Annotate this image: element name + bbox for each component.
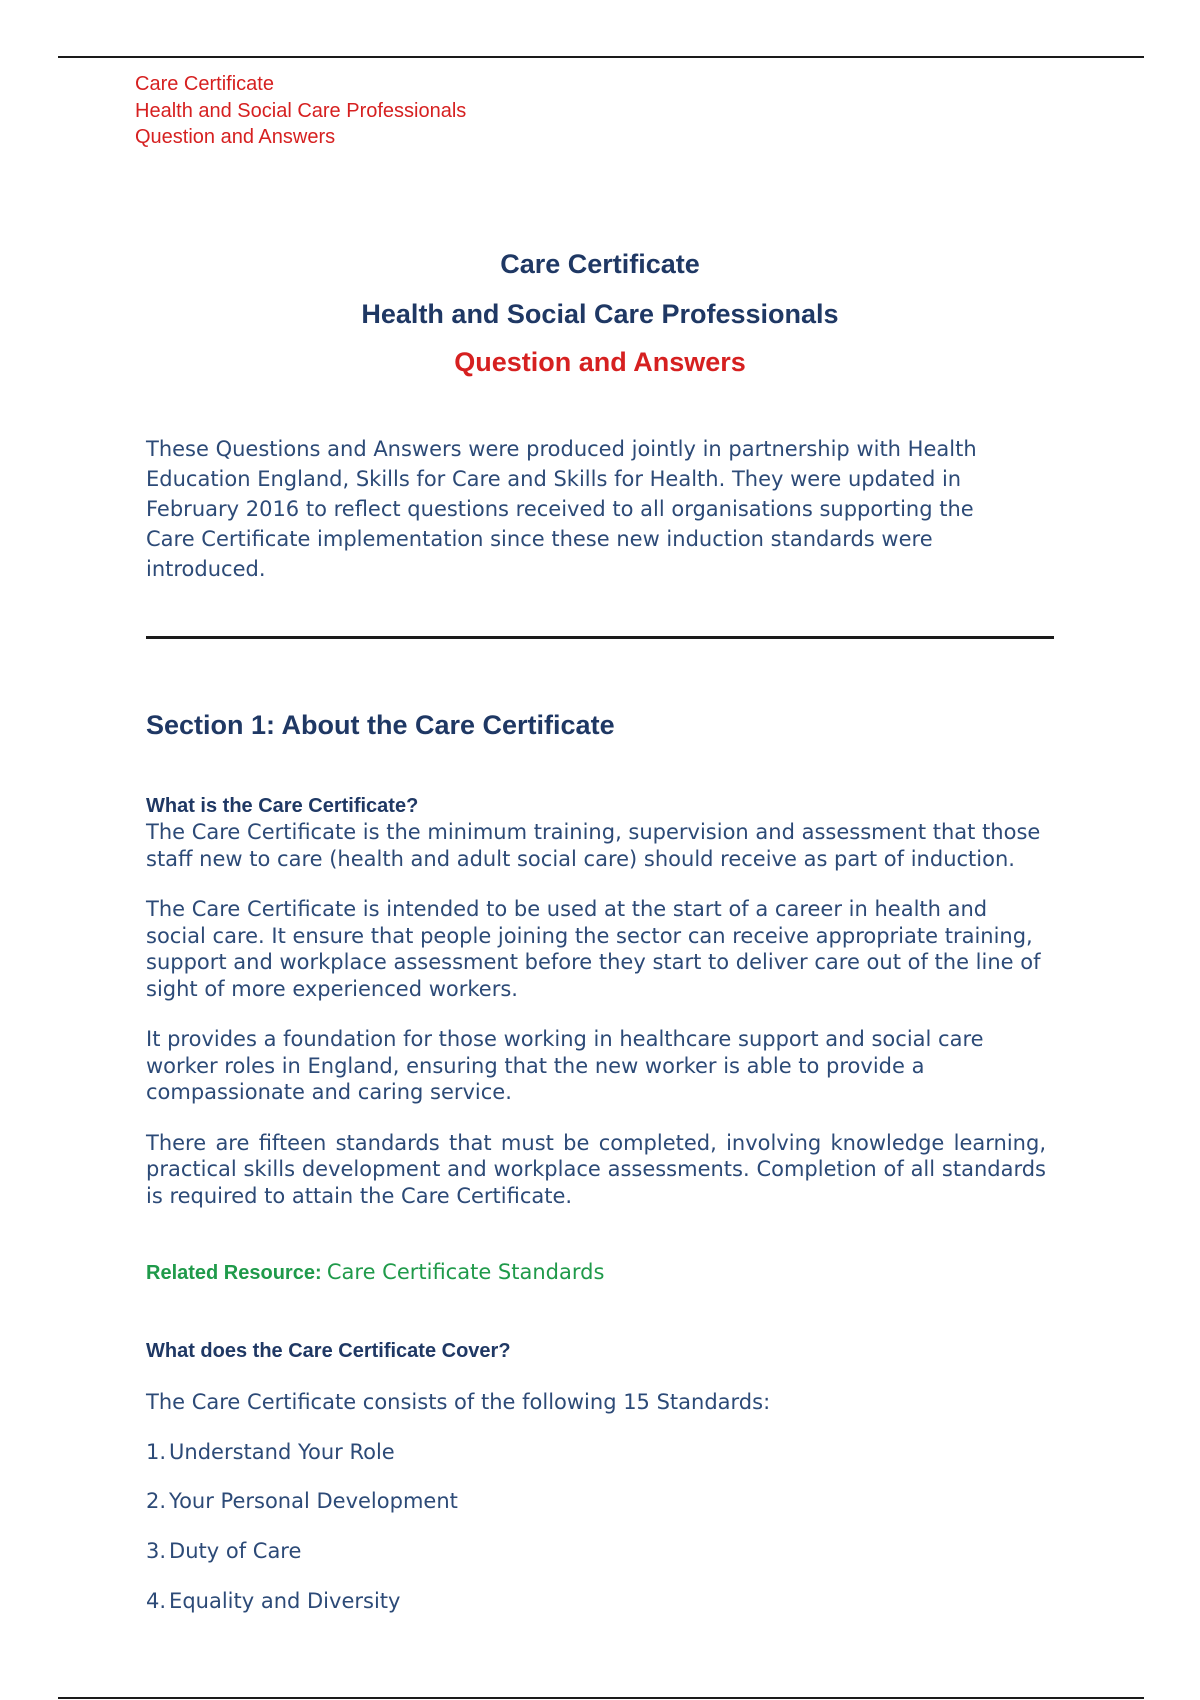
intro-line-4: Care Certificate implementation since these new induction standards were — [146, 527, 933, 551]
question-cover-block — [146, 1338, 1046, 1615]
bottom-rule — [58, 1697, 1144, 1699]
header-line-3: Question and Answers — [135, 126, 336, 148]
related-resource-link[interactable]: Care Certificate Standards — [326, 1260, 605, 1284]
answer-paragraph-4: There are fifteen standards that must be completed, involving knowledge learning, practical skills development and workplace assessments. Completion of all standards is required to attain the Care Certificate. — [146, 1130, 1046, 1208]
related-resource-label: Related Resource: — [146, 1262, 322, 1284]
list-item-label: Understand Your Role — [169, 1440, 395, 1464]
intro-paragraph — [146, 434, 1046, 584]
answer-paragraph-1: The Care Certificate is the minimum training, supervision and assessment that those staff new to care (health and adult social care) should receive as part of induction. — [146, 820, 1041, 871]
top-rule — [58, 56, 1144, 58]
section-divider — [146, 636, 1054, 639]
list-item-number: 1. — [146, 1440, 167, 1464]
intro-line-2: Education England, Skills for Care and Skills for Health. They were updated in — [146, 467, 962, 491]
answer-paragraph-2: The Care Certificate is intended to be used at the start of a career in health and social care. It ensure that people joining the sector can receive appropriate training, support and workplace assessment before they start to deliver care out of the line of sight of more experienced workers. — [146, 897, 1041, 1001]
related-resource — [146, 1258, 604, 1287]
list-item-number: 3. — [146, 1539, 167, 1563]
list-item-label: Duty of Care — [169, 1539, 302, 1563]
header-line-1: Care Certificate — [135, 73, 274, 95]
intro-line-1: These Questions and Answers were produced jointly in partnership with Health — [146, 437, 977, 461]
answer-paragraph-3: It provides a foundation for those working in healthcare support and social care worker roles in England, ensuring that the new worker is able to provide a compassionate and caring service. — [146, 1027, 984, 1104]
list-item — [146, 1537, 1046, 1565]
list-item-number: 4. — [146, 1589, 167, 1613]
question-heading: What does the Care Certificate Cover? — [146, 1340, 511, 1362]
list-item-number: 2. — [146, 1489, 167, 1513]
header-line-2: Health and Social Care Professionals — [135, 99, 467, 122]
list-item — [146, 1587, 1046, 1615]
page-header — [135, 71, 466, 151]
list-item — [146, 1438, 1046, 1466]
standards-intro: The Care Certificate consists of the following 15 Standards: — [146, 1390, 771, 1414]
list-item — [146, 1487, 1046, 1515]
intro-line-3: February 2016 to reflect questions received to all organisations supporting the — [146, 497, 974, 521]
question-heading: What is the Care Certificate? — [146, 795, 419, 817]
question-what-is-block — [146, 793, 1046, 1209]
intro-line-5: introduced. — [146, 557, 266, 581]
document-title — [0, 246, 1200, 380]
title-line-2: Health and Social Care Professionals — [361, 299, 839, 329]
title-line-3: Question and Answers — [454, 347, 746, 377]
title-line-1: Care Certificate — [500, 249, 700, 279]
list-item-label: Your Personal Development — [169, 1489, 458, 1513]
section-1-heading: Section 1: About the Care Certificate — [146, 710, 615, 740]
list-item-label: Equality and Diversity — [169, 1589, 401, 1613]
